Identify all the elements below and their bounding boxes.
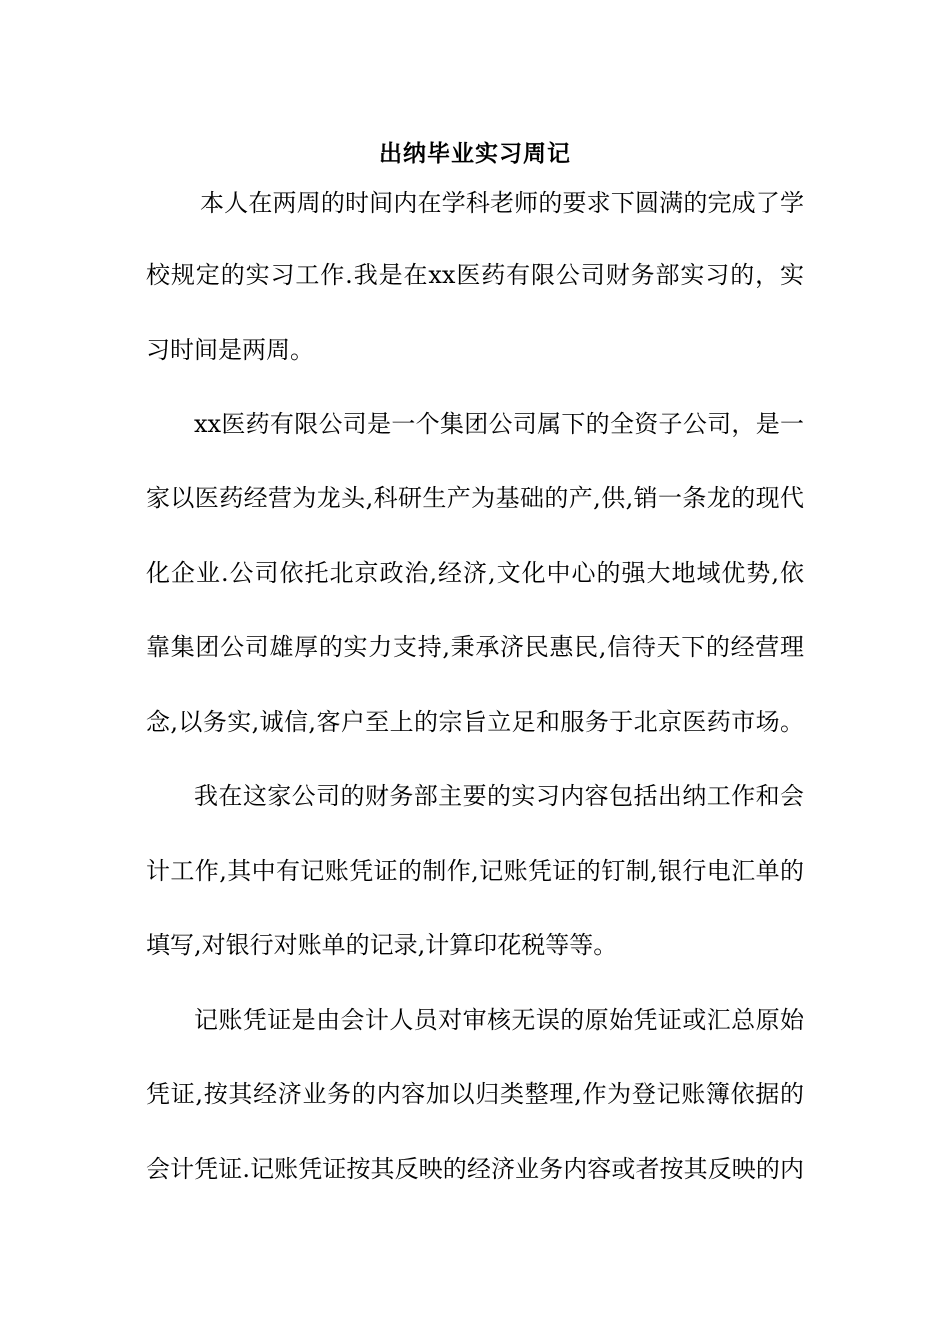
document-title: 出纳毕业实习周记	[379, 141, 571, 167]
text-line: 化企业.公司依托北京政治,经济,文化中心的强大地域优势,依	[146, 559, 804, 587]
text-line: 习时间是两周。	[146, 336, 314, 364]
text-line: 校规定的实习工作.我是在xx医药有限公司财务部实习的，实	[146, 261, 804, 289]
text-line: 填写,对银行对账单的记录,计算印花税等等。	[146, 931, 618, 959]
text-line: 凭证,按其经济业务的内容加以归类整理,作为登记账簿依据的	[146, 1080, 804, 1108]
text-line: 我在这家公司的财务部主要的实习内容包括出纳工作和会	[194, 782, 804, 810]
text-line: 本人在两周的时间内在学科老师的要求下圆满的完成了学	[200, 189, 804, 217]
text-line: 会计凭证.记账凭证按其反映的经济业务内容或者按其反映的内	[146, 1155, 804, 1183]
text-line: xx医药有限公司是一个集团公司属下的全资子公司，是一	[194, 410, 804, 438]
text-line: 念,以务实,诚信,客户至上的宗旨立足和服务于北京医药市场。	[146, 708, 804, 736]
text-line: 家以医药经营为龙头,科研生产为基础的产,供,销一条龙的现代	[146, 484, 804, 512]
text-line: 记账凭证是由会计人员对审核无误的原始凭证或汇总原始	[194, 1006, 804, 1034]
text-line: 靠集团公司雄厚的实力支持,秉承济民惠民,信待天下的经营理	[146, 633, 804, 661]
text-line: 计工作,其中有记账凭证的制作,记账凭证的钉制,银行电汇单的	[146, 857, 804, 885]
